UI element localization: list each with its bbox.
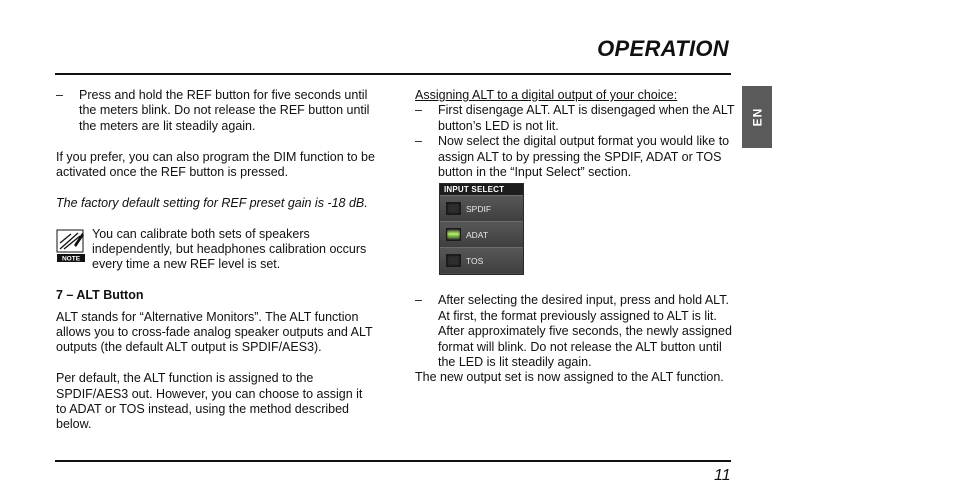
adat-label: ADAT [466, 230, 489, 241]
adat-button[interactable] [440, 221, 523, 247]
language-tab [742, 86, 772, 148]
tos-led [446, 254, 461, 267]
subheading: Assigning ALT to a digital output of your choice: [415, 88, 678, 102]
note-block [56, 227, 376, 273]
note-icon-label: NOTE [61, 255, 81, 263]
paragraph: The new output set is now assigned to the ALT function. [415, 370, 724, 385]
right-column [415, 88, 735, 386]
page-title: OPERATION [597, 36, 729, 61]
spdif-label: SPDIF [466, 204, 492, 215]
list-item [415, 103, 735, 134]
list-item [56, 88, 376, 134]
tos-button[interactable] [440, 247, 523, 273]
bullet-continuation: At first, the format previously assigned to ALT is lit. After approximately five seconds, the newly assigned format will blink. Do not release the ALT button until the LED is lit steadily again. [438, 308, 732, 370]
bullet-text: Now select the digital output format you would like to assign ALT to by pressing the SPDIF, ADAT or TOS button in the “Input Select” section. [438, 134, 730, 180]
tos-label: TOS [466, 256, 484, 267]
page-number: 11 [714, 467, 731, 484]
footer-rule [55, 460, 731, 462]
input-select-panel [439, 183, 524, 275]
note-text: You can calibrate both sets of speakers independently, but headphones calibration occurs every time a new REF level is set. [92, 226, 367, 272]
bullet-text: First disengage ALT. ALT is disengaged when the ALT button’s LED is not lit. [438, 103, 735, 133]
left-column [56, 88, 376, 433]
panel-header: INPUT SELECT [440, 184, 523, 195]
dash-marker: – [415, 103, 422, 118]
language-tab-label: EN [749, 107, 764, 127]
dash-marker: – [415, 134, 422, 149]
header-rule [55, 73, 731, 75]
paragraph: Per default, the ALT function is assigned to the SPDIF/AES3 out. However, you can choose to assign it to ADAT or TOS instead, using the method described below. [56, 371, 363, 432]
note-icon [56, 229, 86, 263]
paragraph: ALT stands for “Alternative Monitors”. The ALT function allows you to cross-fade analog speaker outputs and ALT outputs (the default ALT output is SPDIF/AES3). [56, 309, 373, 355]
list-item [415, 134, 735, 180]
adat-led [446, 228, 461, 241]
spdif-led [446, 202, 461, 215]
dash-marker: – [56, 88, 63, 102]
dash-marker: – [415, 293, 422, 308]
spdif-button[interactable] [440, 195, 523, 221]
bullet-text: After selecting the desired input, press and hold ALT. [438, 293, 729, 308]
paragraph: If you prefer, you can also program the DIM function to be activated once the REF button is pressed. [56, 149, 375, 180]
section-heading: 7 – ALT Button [56, 288, 144, 303]
bullet-text: Press and hold the REF button for five seconds until the meters blink. Do not release the REF button until the meters are lit steadily again. [79, 88, 370, 133]
list-item [415, 293, 735, 370]
default-setting-note: The factory default setting for REF preset gain is -18 dB. [56, 195, 368, 210]
